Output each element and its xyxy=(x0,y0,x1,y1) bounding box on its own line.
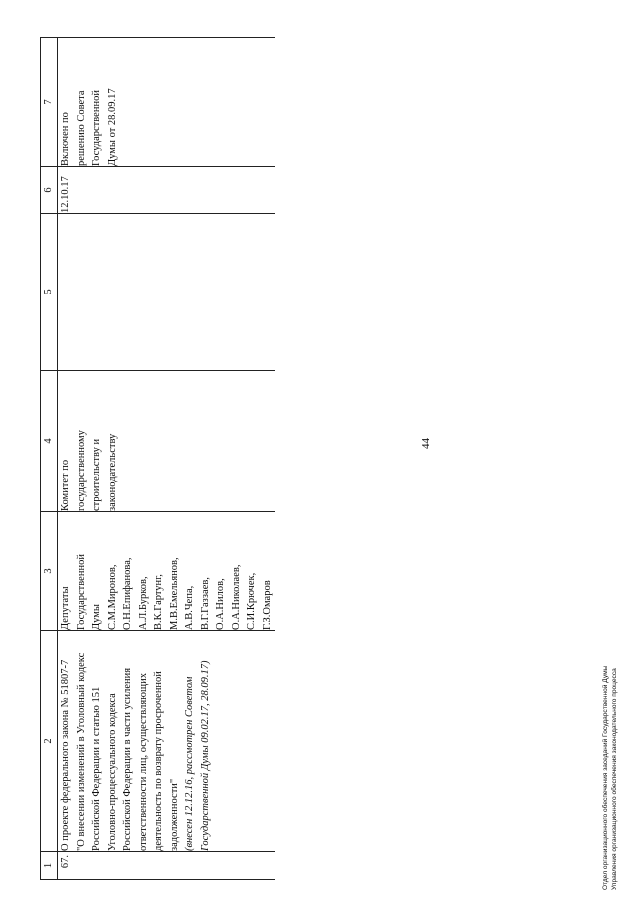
status-line: Включен по xyxy=(60,112,71,166)
bill-authors xyxy=(58,512,276,631)
bill-title-line: деятельность по возврату просроченной xyxy=(153,671,164,851)
footer-line-2: Управления организационного обеспечения законодательного процесса xyxy=(611,668,618,890)
author-line: О.А.Нилов, xyxy=(215,578,226,630)
page-number: 44 xyxy=(420,438,432,449)
footer-line-1: Отдел организационного обеспечения заседаний Государственной Думы xyxy=(602,665,609,890)
header-col-6: 6 xyxy=(41,167,58,214)
responsible-committee xyxy=(58,371,276,512)
bill-status xyxy=(58,38,276,167)
header-col-7: 7 xyxy=(41,38,58,167)
table-header-row xyxy=(41,38,58,880)
header-col-1: 1 xyxy=(41,852,58,880)
author-line: А.В.Чепа, xyxy=(184,585,195,630)
author-line: Г.З.Омаров xyxy=(261,580,273,630)
committee-line: законодательству xyxy=(106,433,118,511)
author-line: В.К.Гартунг, xyxy=(153,574,164,630)
status-line: Государственной xyxy=(91,90,102,166)
committee-line: государственному xyxy=(75,430,87,511)
bill-title-line: О проекте федерального закона № 51807-7 xyxy=(60,659,71,851)
review-date: 12.10.17 xyxy=(58,167,276,214)
committee-line: строительству и xyxy=(91,438,102,511)
header-col-5: 5 xyxy=(41,214,58,371)
bill-title-line: "О внесении изменений в Уголовный кодекс xyxy=(75,652,87,851)
status-line: решению Совета xyxy=(75,90,87,166)
author-line: С.И.Крючек, xyxy=(246,572,257,630)
bill-note-line: (внесен 12.12.16, рассмотрен Советом xyxy=(184,676,195,851)
author-line: О.Н.Епифанова, xyxy=(122,557,133,630)
bill-title-line: Российской Федерации в части усиления xyxy=(122,667,133,851)
header-col-2: 2 xyxy=(41,631,58,852)
author-line: Государственной xyxy=(75,554,87,630)
author-line: М.В.Емельянов, xyxy=(168,557,180,630)
row-number: 67. xyxy=(58,852,276,880)
author-line: А.Л.Бурков, xyxy=(137,576,149,630)
table-row xyxy=(58,38,276,880)
bill-note-line: Государственной Думы 09.02.17, 28.09.17) xyxy=(199,660,211,851)
bills-table xyxy=(40,37,275,880)
bill-title-line: Уголовно-процессуального кодекса xyxy=(106,693,118,851)
document-sheet xyxy=(40,10,640,880)
bill-title-line: Российской Федерации и статью 151 xyxy=(91,686,102,851)
header-col-4: 4 xyxy=(41,371,58,512)
author-line: О.А.Николаев, xyxy=(230,564,242,630)
page-footer xyxy=(601,666,619,890)
bill-title-line: ответственности лиц, осуществляющих xyxy=(137,673,149,851)
status-line: Думы от 28.09.17 xyxy=(106,88,118,166)
author-line: Депутаты xyxy=(60,586,71,630)
author-line: С.М.Миронов, xyxy=(106,564,118,630)
author-line: Думы xyxy=(91,604,102,630)
bill-title xyxy=(58,631,276,852)
header-col-3: 3 xyxy=(41,512,58,631)
bill-title-line: задолженности" xyxy=(168,778,180,851)
author-line: В.Г.Газзаев, xyxy=(199,577,211,630)
committee-line: Комитет по xyxy=(60,459,71,511)
col5-cell xyxy=(58,214,276,371)
